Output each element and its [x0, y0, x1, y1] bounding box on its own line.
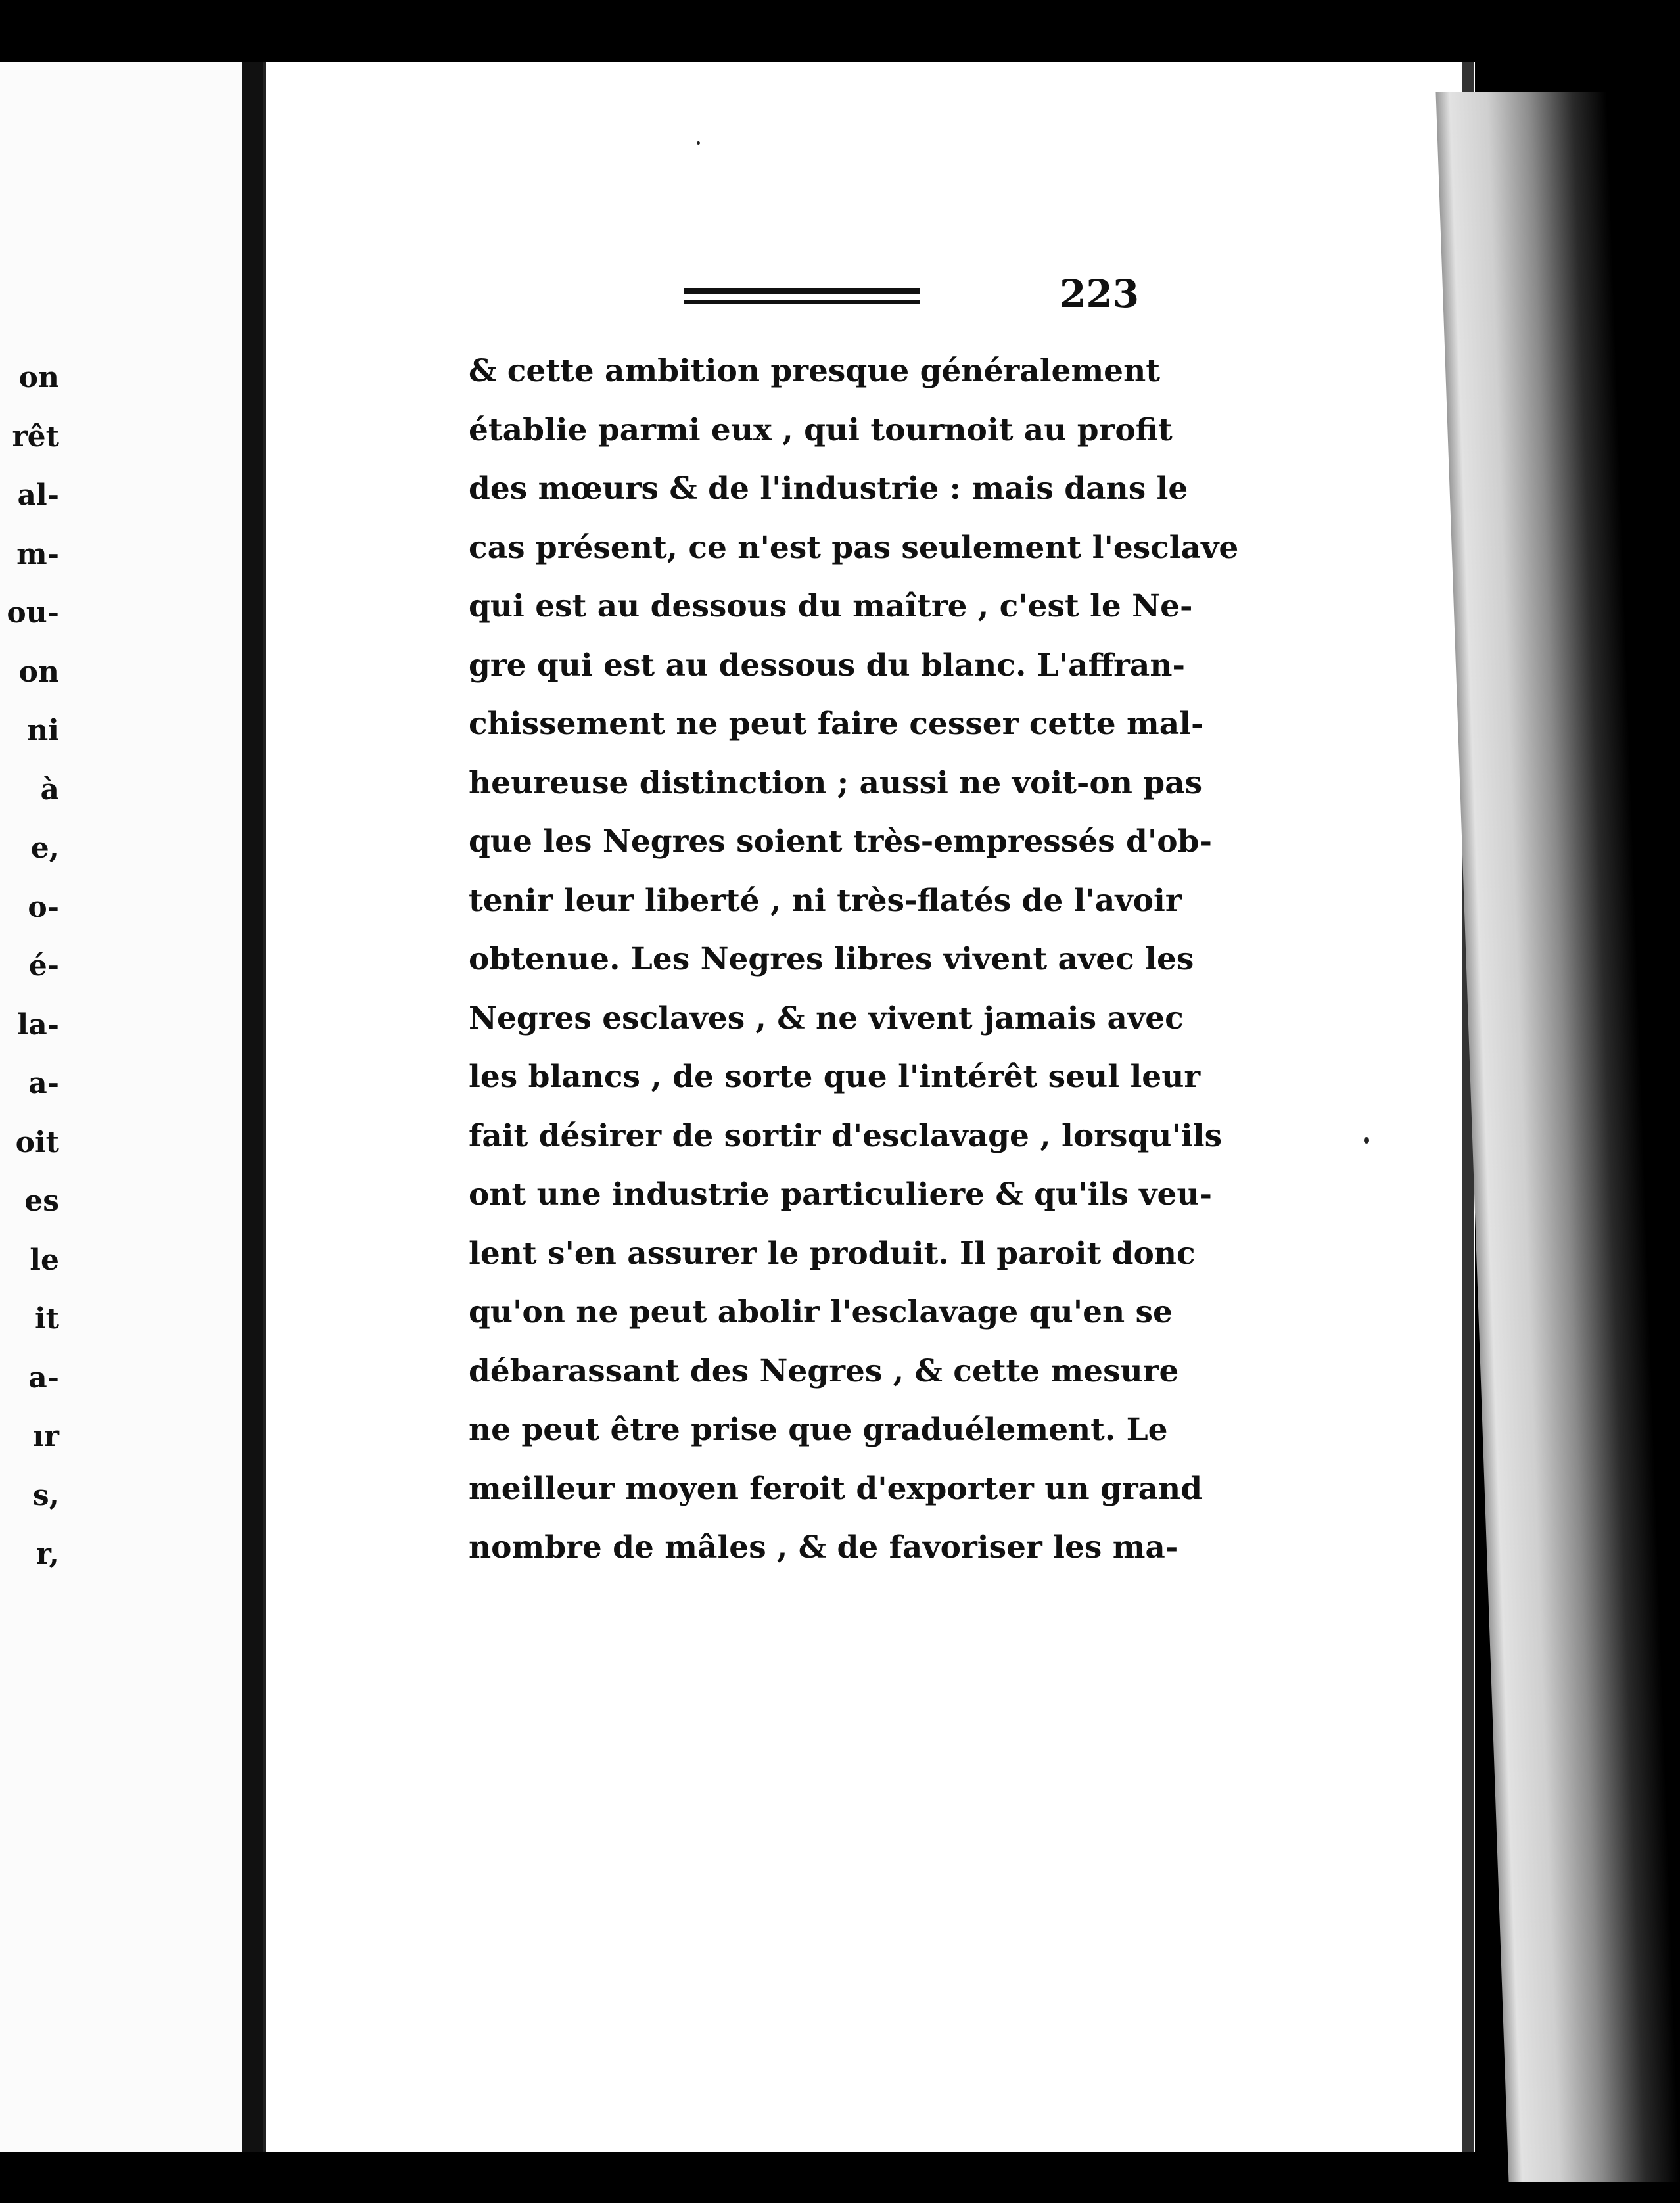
left-fragment: on: [18, 361, 59, 394]
left-fragment: al-: [17, 478, 59, 512]
text-line: débarassant des Negres , & cette mesure: [469, 1353, 1179, 1389]
left-fragment: m-: [16, 537, 59, 571]
left-fragment: é-: [28, 949, 59, 983]
body-text: [469, 342, 1239, 1577]
text-line: obtenue. Les Negres libres vivent avec les: [469, 941, 1194, 977]
header-rule: [684, 288, 920, 304]
left-fragment: es: [24, 1184, 59, 1218]
left-fragment: rêt: [12, 419, 59, 453]
left-fragment: r,: [35, 1537, 59, 1571]
text-line: heureuse distinction ; aussi ne voit-on pas: [469, 764, 1203, 801]
page-number: 223: [1060, 271, 1140, 316]
text-line: cas présent, ce n'est pas seulement l'esclave: [469, 529, 1239, 566]
text-line: meilleur moyen feroit d'exporter un grand: [469, 1470, 1203, 1507]
text-line: ne peut être prise que graduélement. Le: [469, 1412, 1168, 1448]
left-fragment: ou-: [7, 596, 59, 630]
left-fragment: le: [30, 1243, 59, 1277]
text-line: & cette ambition presque généralement: [469, 353, 1160, 389]
text-line: qui est au dessous du maître , c'est le Ne-: [469, 588, 1193, 624]
left-fragment: it: [34, 1302, 59, 1335]
left-fragment: ni: [27, 714, 59, 747]
text-line: nombre de mâles , & de favoriser les ma-: [469, 1529, 1178, 1565]
text-line: les blancs , de sorte que l'intérêt seul leur: [469, 1059, 1201, 1095]
text-line: des mœurs & de l'industrie : mais dans le: [469, 471, 1188, 507]
text-line: lent s'en assurer le produit. Il paroit donc: [469, 1235, 1196, 1272]
text-line: qu'on ne peut abolir l'esclavage qu'en se: [469, 1294, 1173, 1330]
left-fragment: o-: [28, 890, 59, 924]
left-fragment: s,: [32, 1478, 59, 1512]
left-fragment: à: [40, 772, 59, 806]
text-line: fait désirer de sortir d'esclavage , lorsqu'ils: [469, 1117, 1223, 1154]
left-fragment: on: [18, 655, 59, 689]
text-line: chissement ne peut faire cesser cette mal-: [469, 706, 1204, 742]
text-line: tenir leur liberté , ni très-flatés de l'avoir: [469, 882, 1182, 919]
left-fragment: ır: [33, 1420, 59, 1453]
left-fragment: a-: [28, 1360, 59, 1395]
ink-speck: [1364, 1137, 1369, 1144]
ink-speck: [697, 141, 700, 145]
text-line: établie parmi eux , qui tournoit au profit: [469, 411, 1173, 448]
left-fragment: e,: [30, 831, 59, 865]
left-fragment: la-: [17, 1008, 59, 1042]
left-page-text-fragments: [0, 348, 59, 1584]
text-line: ont une industrie particuliere & qu'ils veu-: [469, 1176, 1213, 1213]
left-fragment: oit: [15, 1125, 59, 1159]
left-fragment: a-: [28, 1067, 59, 1100]
text-line: gre qui est au dessous du blanc. L'affran-: [469, 647, 1186, 684]
text-line: que les Negres soient très-empressés d'ob-: [469, 823, 1213, 860]
text-line: Negres esclaves , & ne vivent jamais avec: [469, 1000, 1184, 1036]
